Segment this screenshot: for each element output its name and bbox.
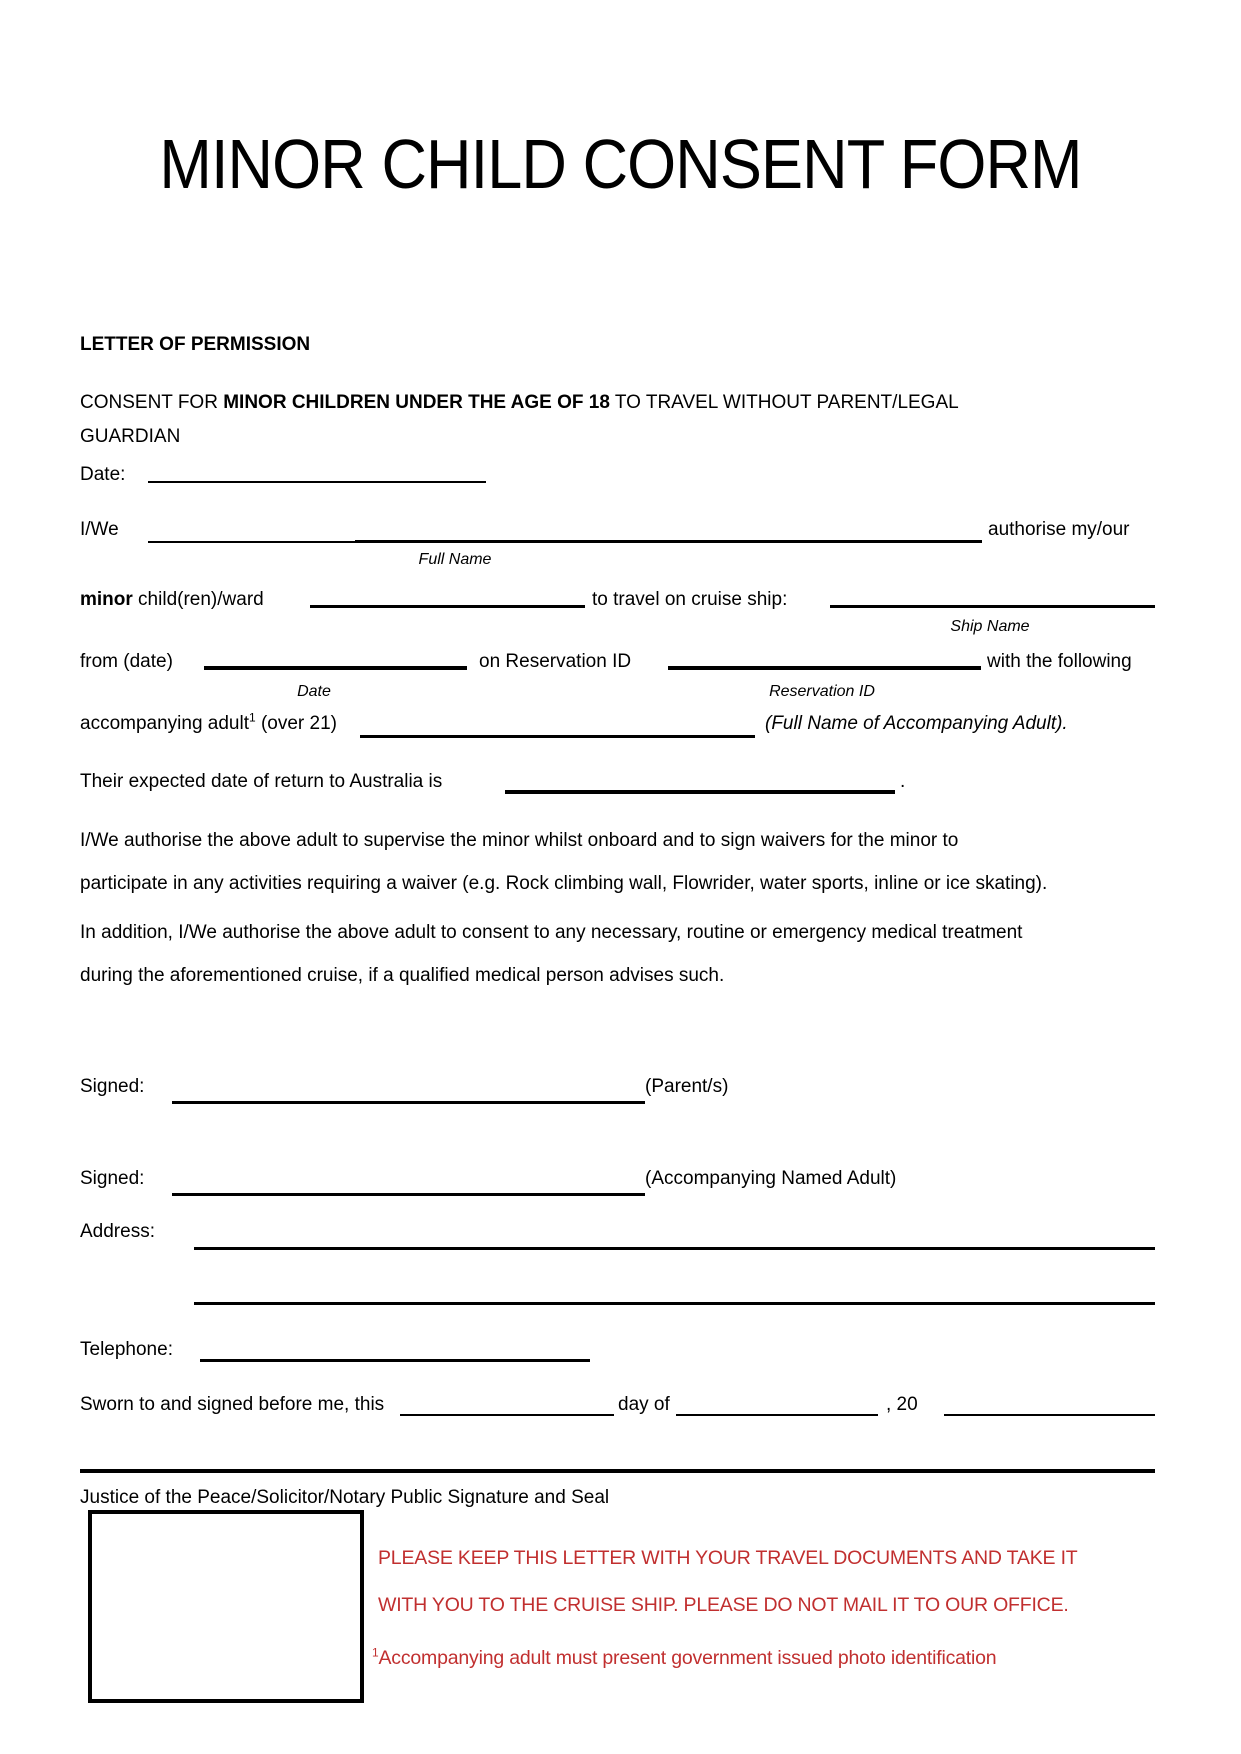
- child-name-field-line[interactable]: [310, 605, 585, 608]
- footnote-text: Accompanying adult must present government issued photo identification: [378, 1647, 997, 1669]
- notary-signature-line[interactable]: [80, 1469, 1155, 1473]
- day-of-label: day of: [618, 1394, 670, 1415]
- accompanying-adult-label: [80, 712, 337, 736]
- sworn-day-field-line[interactable]: [400, 1414, 614, 1416]
- return-period: .: [900, 771, 906, 792]
- footnote-marker: 1: [372, 1645, 379, 1660]
- justice-label: Justice of the Peace/Solicitor/Notary Public Signature and Seal: [80, 1487, 610, 1508]
- medical-paragraph-line1: In addition, I/We authorise the above adult to consent to any necessary, routine or emergency medical treatment: [80, 922, 1023, 943]
- medical-paragraph-line2: during the aforementioned cruise, if a qualified medical person advises such.: [80, 965, 725, 986]
- accompany-post: (over 21): [255, 713, 337, 734]
- telephone-label: Telephone:: [80, 1339, 173, 1360]
- adult-caption: (Accompanying Named Adult): [645, 1168, 897, 1189]
- consent-heading-line2: GUARDIAN: [80, 426, 181, 447]
- reservation-label: on Reservation ID: [479, 651, 632, 672]
- notary-seal-box[interactable]: [88, 1510, 364, 1703]
- parent-signature-line[interactable]: [172, 1101, 645, 1104]
- parents-caption: (Parent/s): [645, 1076, 729, 1097]
- signed-parents-label: Signed:: [80, 1076, 145, 1097]
- sworn-month-field-line[interactable]: [676, 1414, 878, 1416]
- minor-ward-label: [80, 588, 264, 612]
- full-name-field-line-left[interactable]: [148, 541, 358, 543]
- consent-heading-line1: [80, 391, 959, 415]
- sail-date-field-line[interactable]: [204, 666, 467, 670]
- travel-label: to travel on cruise ship:: [592, 589, 788, 610]
- accompanying-adult-caption: (Full Name of Accompanying Adult).: [765, 713, 1068, 734]
- return-date-label: Their expected date of return to Australia is: [80, 771, 443, 792]
- return-date-field-line[interactable]: [505, 790, 895, 794]
- supervision-paragraph-line1: I/We authorise the above adult to supervise the minor whilst onboard and to sign waivers for the minor to: [80, 830, 959, 851]
- authorise-label: authorise my/our: [988, 519, 1130, 540]
- ship-name-caption: Ship Name: [950, 618, 1030, 635]
- sworn-year-field-line[interactable]: [944, 1414, 1155, 1416]
- following-label: with the following: [987, 651, 1132, 672]
- year-label: , 20: [886, 1394, 918, 1415]
- date-caption: Date: [297, 683, 331, 700]
- minor-rest: child(ren)/ward: [132, 589, 264, 610]
- minor-bold: minor: [80, 589, 133, 610]
- accompany-pre: accompanying adult: [80, 713, 249, 734]
- telephone-field-line[interactable]: [200, 1359, 590, 1362]
- address-field-line-1[interactable]: [194, 1247, 1155, 1250]
- full-name-caption: Full Name: [418, 551, 492, 568]
- ship-name-field-line[interactable]: [830, 605, 1155, 608]
- address-label: Address:: [80, 1221, 155, 1242]
- consent-suffix: TO TRAVEL WITHOUT PARENT/LEGAL: [609, 392, 959, 413]
- from-date-label: from (date): [80, 651, 173, 672]
- footnote: [372, 1646, 996, 1670]
- reservation-caption: Reservation ID: [769, 683, 875, 700]
- sworn-label: Sworn to and signed before me, this: [80, 1394, 385, 1415]
- supervision-paragraph-line2: participate in any activities requiring a waiver (e.g. Rock climbing wall, Flowrider, water sports, inline or ice skating).: [80, 873, 1048, 894]
- consent-bold: MINOR CHILDREN UNDER THE AGE OF 18: [223, 392, 610, 413]
- date-field-line[interactable]: [148, 481, 486, 483]
- accompanying-adult-field-line[interactable]: [360, 735, 755, 738]
- date-label: Date:: [80, 464, 126, 485]
- notice-line1: PLEASE KEEP THIS LETTER WITH YOUR TRAVEL DOCUMENTS AND TAKE IT: [378, 1547, 1078, 1569]
- footnote-ref-1: 1: [249, 710, 256, 725]
- section-heading: LETTER OF PERMISSION: [80, 334, 311, 355]
- adult-signature-line[interactable]: [172, 1193, 645, 1196]
- iwe-label: I/We: [80, 519, 119, 540]
- full-name-field-line-right[interactable]: [355, 540, 982, 543]
- reservation-id-field-line[interactable]: [668, 666, 981, 670]
- signed-adult-label: Signed:: [80, 1168, 145, 1189]
- consent-prefix: CONSENT FOR: [80, 392, 224, 413]
- page-title: MINOR CHILD CONSENT FORM: [159, 125, 1082, 203]
- address-field-line-2[interactable]: [194, 1302, 1155, 1305]
- notice-line2: WITH YOU TO THE CRUISE SHIP. PLEASE DO NOT MAIL IT TO OUR OFFICE.: [378, 1594, 1069, 1616]
